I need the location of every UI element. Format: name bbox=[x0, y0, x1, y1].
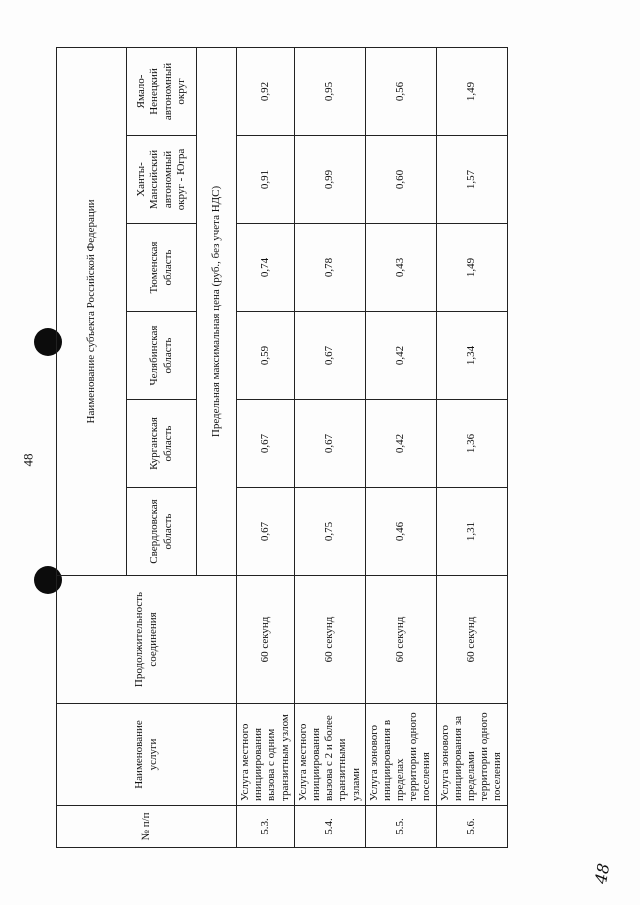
row-num: 5.6. bbox=[436, 806, 507, 848]
header-region: Челябинская область bbox=[127, 312, 197, 400]
price-cell: 0,46 bbox=[365, 488, 436, 576]
header-price-caption: Предельная максимальная цена (руб., без учета НДС) bbox=[197, 47, 237, 575]
row-duration: 60 секунд bbox=[237, 576, 295, 704]
price-cell: 0,43 bbox=[365, 224, 436, 312]
price-table bbox=[56, 47, 508, 848]
header-region: Курганская область bbox=[127, 400, 197, 488]
price-cell: 1,49 bbox=[436, 224, 507, 312]
page-number: 48 bbox=[20, 453, 36, 467]
header-service: Наименование услуги bbox=[57, 704, 237, 806]
price-cell: 0,67 bbox=[237, 400, 295, 488]
table-row bbox=[294, 47, 365, 847]
price-cell: 0,67 bbox=[294, 312, 365, 400]
price-cell: 0,56 bbox=[365, 47, 436, 135]
row-service: Услуга зонового инициирования за пределами территории одного поселения bbox=[436, 704, 507, 806]
header-subject: Наименование субъекта Российской Федерации bbox=[57, 47, 127, 575]
header-region: Ханты-Мансийский автономный округ - Югра bbox=[127, 136, 197, 224]
header-region: Свердловская область bbox=[127, 488, 197, 576]
row-num: 5.3. bbox=[237, 806, 295, 848]
table-row bbox=[436, 47, 507, 847]
row-service: Услуга зонового инициирования в пределах территории одного поселения bbox=[365, 704, 436, 806]
header-num: № п/п bbox=[57, 806, 237, 848]
price-cell: 0,75 bbox=[294, 488, 365, 576]
price-cell: 1,36 bbox=[436, 400, 507, 488]
header-duration: Продолжительность соединения bbox=[57, 576, 237, 704]
price-cell: 1,34 bbox=[436, 312, 507, 400]
row-duration: 60 секунд bbox=[436, 576, 507, 704]
price-cell: 1,49 bbox=[436, 47, 507, 135]
price-cell: 0,99 bbox=[294, 136, 365, 224]
handwritten-page-number: 48 bbox=[590, 861, 613, 886]
table-row bbox=[365, 47, 436, 847]
price-cell: 0,74 bbox=[237, 224, 295, 312]
row-service: Услуга местного инициирования вызова с одним транзитным узлом bbox=[237, 704, 295, 806]
row-service: Услуга местного инициирования вызова с 2 и более транзитными узлами bbox=[294, 704, 365, 806]
price-cell: 0,67 bbox=[294, 400, 365, 488]
rotated-table-area bbox=[56, 48, 504, 848]
row-num: 5.4. bbox=[294, 806, 365, 848]
row-duration: 60 секунд bbox=[294, 576, 365, 704]
price-cell: 0,91 bbox=[237, 136, 295, 224]
price-cell: 0,59 bbox=[237, 312, 295, 400]
price-cell: 1,57 bbox=[436, 136, 507, 224]
price-cell: 0,42 bbox=[365, 400, 436, 488]
price-cell: 1,31 bbox=[436, 488, 507, 576]
price-cell: 0,92 bbox=[237, 47, 295, 135]
header-region: Ямало-Ненецкий автономный округ bbox=[127, 47, 197, 135]
price-cell: 0,42 bbox=[365, 312, 436, 400]
price-cell: 0,67 bbox=[237, 488, 295, 576]
price-cell: 0,60 bbox=[365, 136, 436, 224]
table-row bbox=[237, 47, 295, 847]
row-duration: 60 секунд bbox=[365, 576, 436, 704]
row-num: 5.5. bbox=[365, 806, 436, 848]
price-cell: 0,95 bbox=[294, 47, 365, 135]
price-cell: 0,78 bbox=[294, 224, 365, 312]
header-region: Тюменская область bbox=[127, 224, 197, 312]
